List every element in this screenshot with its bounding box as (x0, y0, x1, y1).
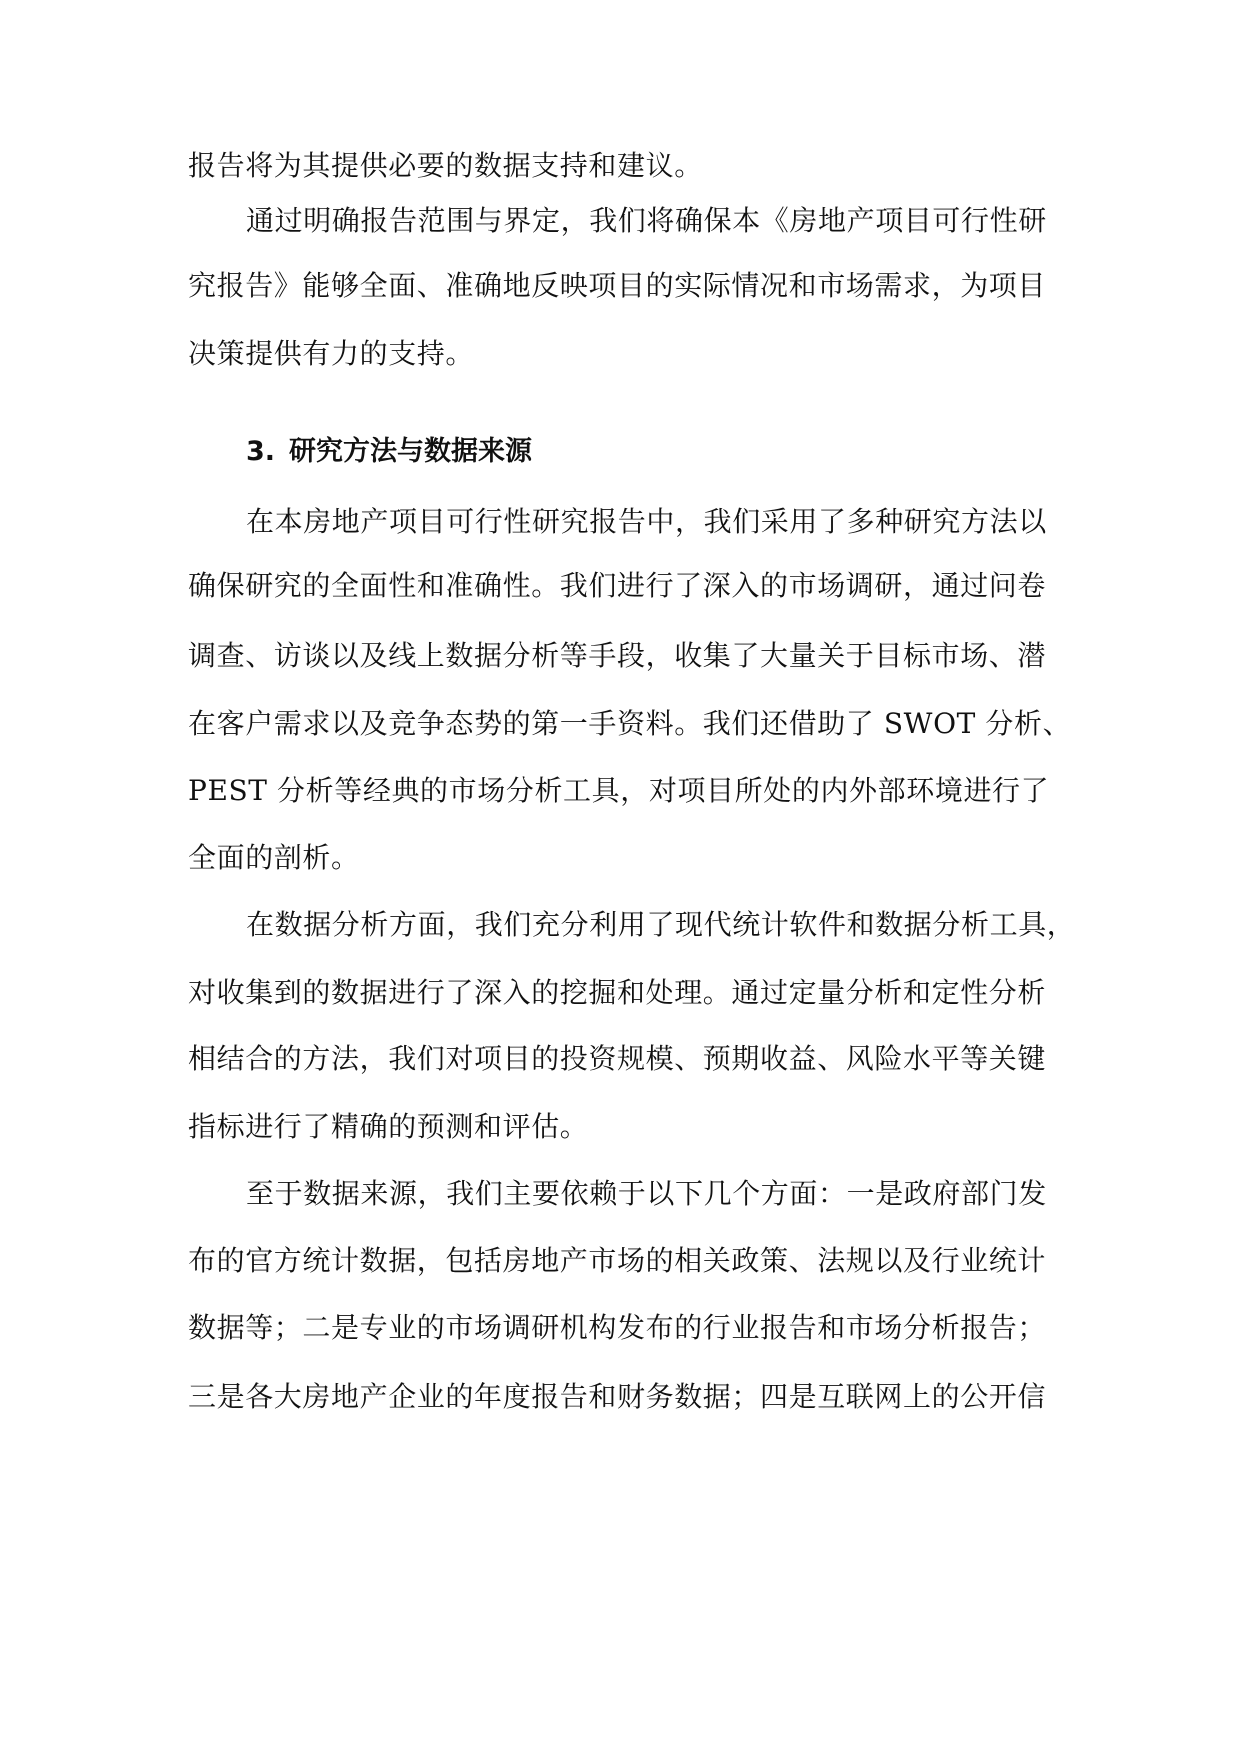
paragraph-line: 确保研究的全面性和准确性。我们进行了深入的市场调研，通过问卷 (188, 569, 1047, 602)
paragraph-line: 调查、访谈以及线上数据分析等手段，收集了大量关于目标市场、潜 (188, 639, 1047, 672)
paragraph-line: 究报告》能够全面、准确地反映项目的实际情况和市场需求，为项目 (188, 269, 1047, 302)
paragraph-line: 在本房地产项目可行性研究报告中，我们采用了多种研究方法以 (246, 505, 1047, 538)
paragraph-line: 至于数据来源，我们主要依赖于以下几个方面：一是政府部门发 (246, 1177, 1047, 1210)
paragraph-line: 数据等；二是专业的市场调研机构发布的行业报告和市场分析报告； (188, 1311, 1047, 1344)
paragraph-line: 三是各大房地产企业的年度报告和财务数据；四是互联网上的公开信 (188, 1380, 1047, 1413)
paragraph-line: 在客户需求以及竞争态势的第一手资料。我们还借助了 SWOT 分析、 (188, 707, 1072, 740)
paragraph-line: 报告将为其提供必要的数据支持和建议。 (188, 149, 703, 182)
paragraph-line: 决策提供有力的支持。 (188, 337, 475, 370)
paragraph-line: 全面的剖析。 (188, 841, 360, 874)
paragraph-line: 通过明确报告范围与界定，我们将确保本《房地产项目可行性研 (246, 204, 1047, 237)
paragraph-line: 布的官方统计数据，包括房地产市场的相关政策、法规以及行业统计 (188, 1244, 1047, 1277)
paragraph-line: 对收集到的数据进行了深入的挖掘和处理。通过定量分析和定性分析 (188, 976, 1047, 1009)
paragraph-line: 在数据分析方面，我们充分利用了现代统计软件和数据分析工具， (246, 908, 1076, 941)
paragraph-line: 指标进行了精确的预测和评估。 (188, 1110, 589, 1143)
section-number: 3. (246, 436, 276, 467)
section-heading (246, 432, 532, 472)
paragraph-line: PEST 分析等经典的市场分析工具，对项目所处的内外部环境进行了 (188, 774, 1050, 807)
paragraph-line: 相结合的方法，我们对项目的投资规模、预期收益、风险水平等关键 (188, 1042, 1047, 1075)
section-title: 研究方法与数据来源 (289, 436, 533, 467)
